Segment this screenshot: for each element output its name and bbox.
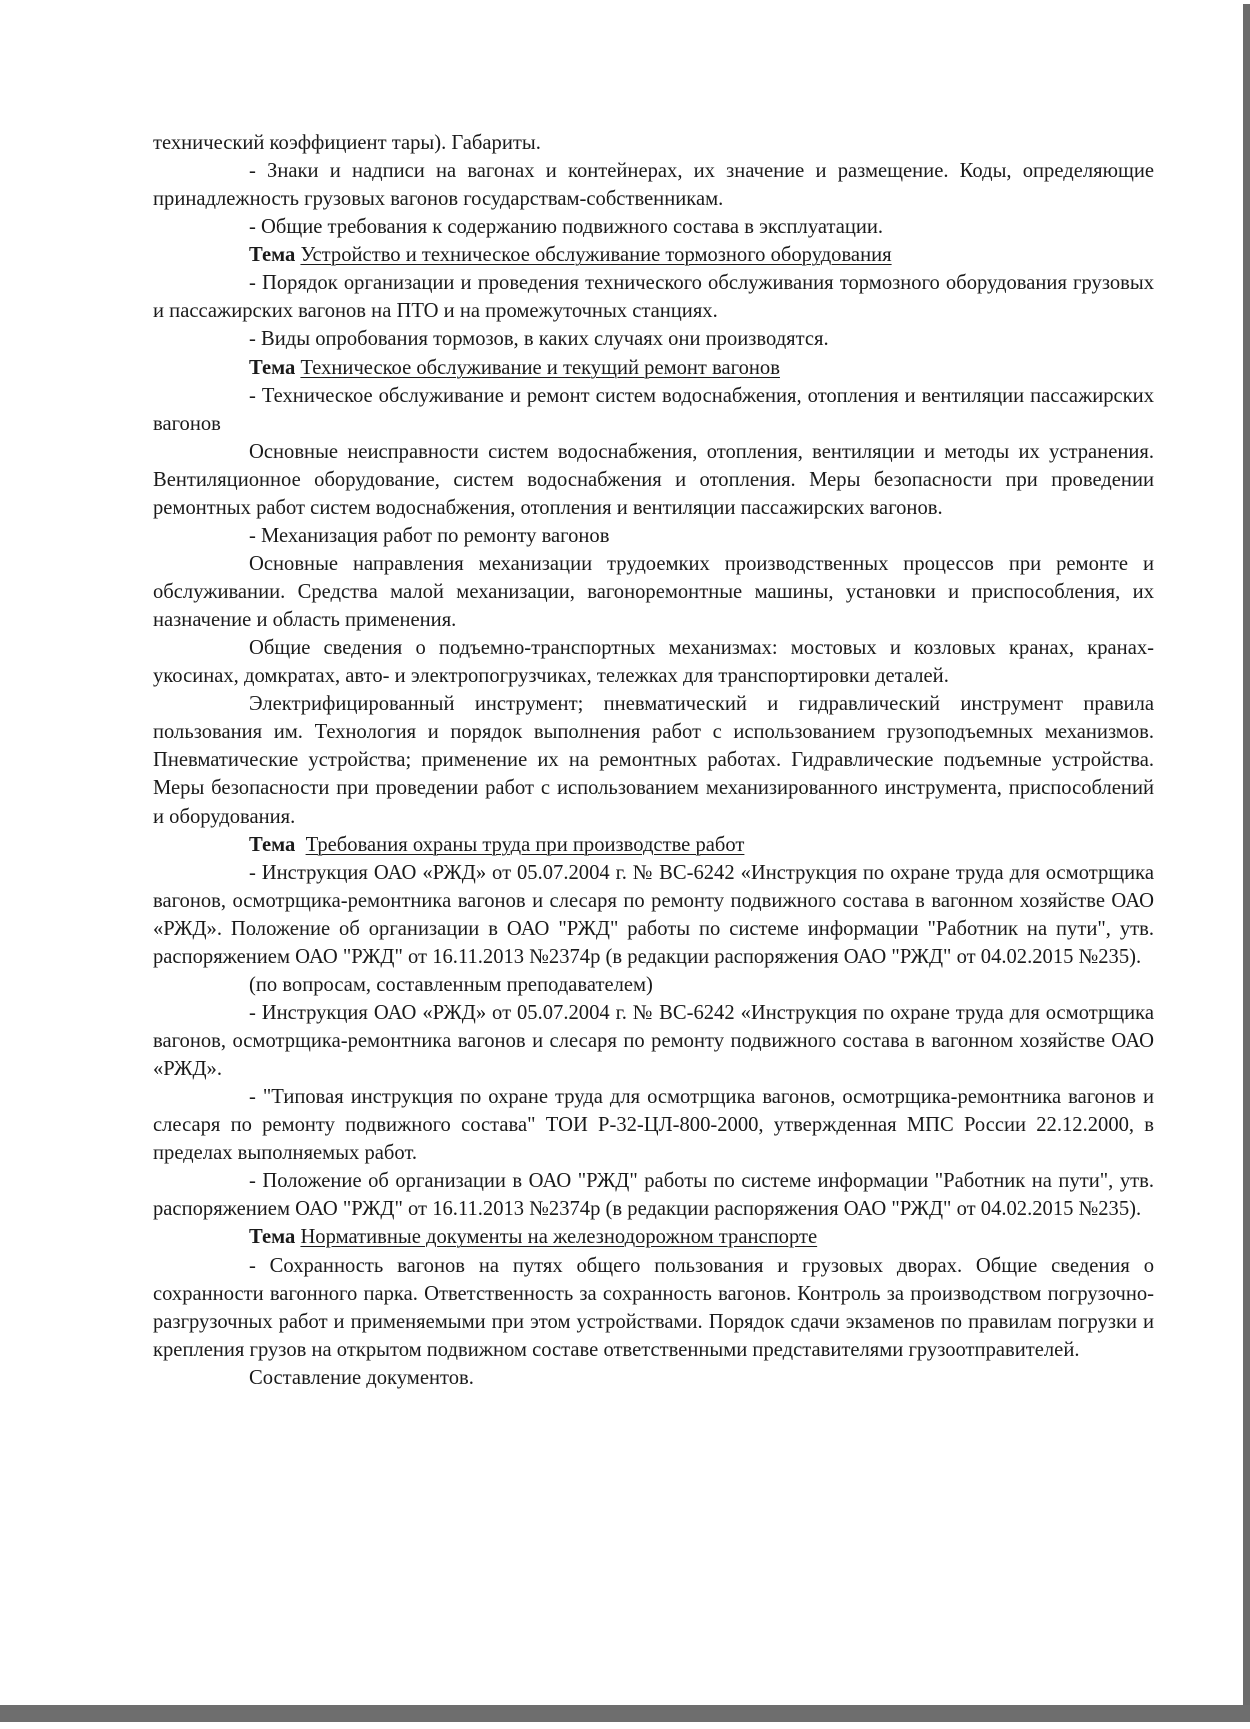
paragraph-general-requirements: - Общие требования к содержанию подвижного состава в эксплуатации.: [249, 216, 884, 239]
topic-heading-regulations: [153, 1223, 1154, 1251]
topic-title: Нормативные документы на железнодорожном транспорте: [300, 1226, 818, 1249]
paragraph-water-heating: - Техническое обслуживание и ремонт систем водоснабжения, отопления и вентиляции пассажирских вагонов: [153, 384, 1154, 435]
topic-heading-labor-safety: [153, 831, 1154, 859]
scan-edge-right: [1243, 4, 1250, 1722]
paragraph-lifting-mechanisms: Общие сведения о подъемно-транспортных механизмах: мостовых и козловых кранах, кранах-укосинах, домкратах, авто- и электропогрузчиках, тележках для транспортировки деталей.: [153, 637, 1154, 688]
topic-title: Техническое обслуживание и текущий ремонт вагонов: [300, 356, 780, 379]
paragraph-wagon-safety: - Сохранность вагонов на путях общего пользования и грузовых дворах. Общие сведения о сохранности вагонного парка. Ответственность за сохранность вагонов. Контроль за производством погрузочно-разгрузочных работ и применяемыми при этом устройствами. Порядок сдачи экзаменов по правилам погрузки и крепления грузов на открытом подвижном составе ответственными представителями грузоотправителей.: [153, 1254, 1154, 1361]
paragraph-documents: Составление документов.: [249, 1366, 474, 1389]
paragraph-malfunctions: Основные неисправности систем водоснабжения, отопления, вентиляции и методы их устранения. Вентиляционное оборудование, систем водоснабжения и отопления. Меры безопасности при проведении ремонтных работ систем водоснабжения, отопления и вентиляции пассажирских вагонов.: [153, 440, 1154, 519]
paragraph-signs-and-markings: - Знаки и надписи на вагонах и контейнерах, их значение и размещение. Коды, определяющие принадлежность грузовых вагонов государствам-собственникам.: [153, 160, 1154, 211]
topic-title: Требования охраны труда при производстве работ: [305, 833, 745, 856]
topic-heading-wagon-repair: [153, 354, 1154, 382]
topic-heading-brakes: [153, 241, 1154, 269]
paragraph-worker-on-track: - Положение об организации в ОАО "РЖД" работы по системе информации "Работник на пути", утв. распоряжением ОАО "РЖД" от 16.11.2013 №2374р (в редакции распоряжения ОАО "РЖД" от 04.02.2015 №235).: [153, 1170, 1154, 1221]
topic-label: Тема: [249, 356, 296, 379]
paragraph-mechanization-directions: Основные направления механизации трудоемких производственных процессов при ремонте и обслуживании. Средства малой механизации, вагоноремонтные машины, установки и приспособления, их назначение и область применения.: [153, 552, 1154, 632]
topic-title: Устройство и техническое обслуживание тормозного оборудования: [300, 244, 892, 267]
paragraph-power-tools: Электрифицированный инструмент; пневматический и гидравлический инструмент правила пользования им. Технология и порядок выполнения работ с использованием грузоподъемных механизмов. Пневматические устройства; применение их на ремонтных работах. Гидравлические подъемные устройства. Меры безопасности при проведении работ с использованием механизированного инструмента, приспособлений и оборудования.: [153, 693, 1154, 828]
document-body: [153, 129, 1154, 1392]
paragraph-brake-maintenance: - Порядок организации и проведения технического обслуживания тормозного оборудования грузовых и пассажирских вагонов на ПТО и на промежуточных станциях.: [153, 272, 1154, 323]
paragraph-brake-testing: - Виды опробования тормозов, в каких случаях они производятся.: [249, 328, 829, 351]
paragraph-rzd-instruction-1: - Инструкция ОАО «РЖД» от 05.07.2004 г. № ВС-6242 «Инструкция по охране труда для осмотрщика вагонов, осмотрщика-ремонтника вагонов и слесаря по ремонту подвижного состава в вагонном хозяйстве ОАО «РЖД». Положение об организации в ОАО "РЖД" работы по системе информации "Работник на пути", утв. распоряжением ОАО "РЖД" от 16.11.2013 №2374р (в редакции распоряжения ОАО "РЖД" от 04.02.2015 №235).: [153, 861, 1154, 968]
paragraph-typical-instruction: - "Типовая инструкция по охране труда для осмотрщика вагонов, осмотрщика-ремонтника вагонов и слесаря по ремонту подвижного состава" ТОИ Р-32-ЦЛ-800-2000, утвержденная МПС России 22.12.2000, в пределах выполняемых работ.: [153, 1086, 1154, 1165]
paragraph-mechanization: - Механизация работ по ремонту вагонов: [249, 524, 610, 547]
topic-label: Тема: [249, 1226, 296, 1249]
topic-label: Тема: [249, 244, 296, 267]
paragraph-teacher-questions: (по вопросам, составленным преподавателем): [249, 973, 653, 996]
scan-edge-bottom: [0, 1705, 1250, 1722]
paragraph-continuation: технический коэффициент тары). Габариты.: [153, 132, 541, 154]
topic-label: Тема: [249, 833, 296, 856]
paragraph-rzd-instruction-2: - Инструкция ОАО «РЖД» от 05.07.2004 г. № ВС-6242 «Инструкция по охране труда для осмотрщика вагонов, осмотрщика-ремонтника вагонов и слесаря по ремонту подвижного состава в вагонном хозяйстве ОАО «РЖД».: [153, 1001, 1154, 1081]
